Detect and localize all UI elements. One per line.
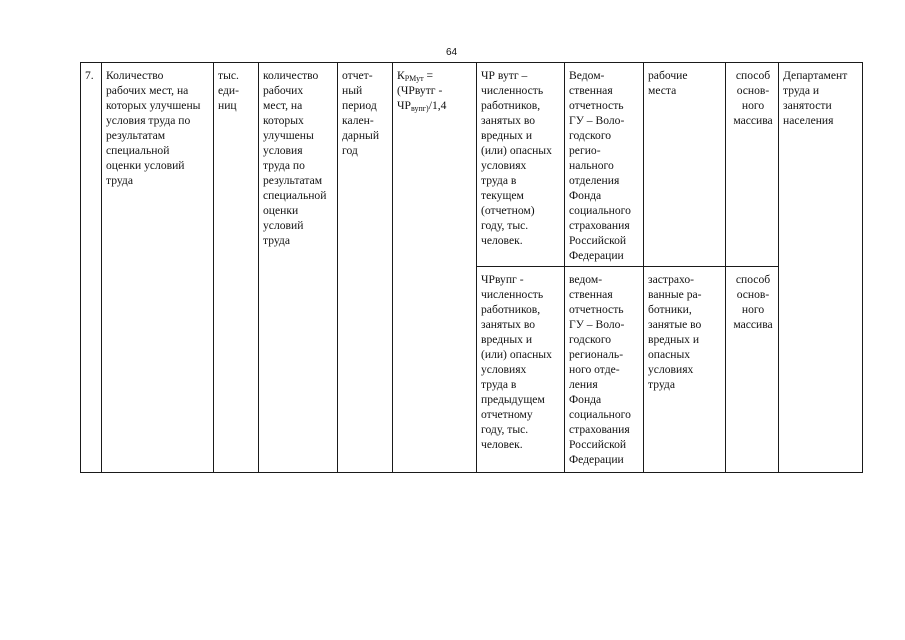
formula-tail: /1,4 <box>428 99 447 112</box>
definition-cell: количество рабочих мест, на которых улучшены условия труда по результатам специальной оценки условий труда <box>259 63 338 473</box>
indicator-name-cell: Количество рабочих мест, на которых улучшены условия труда по результатам специальной оценки условий труда <box>102 63 214 473</box>
formula-line-3 <box>397 98 474 113</box>
component-variable-cell: ЧРвупг - численность работников, занятых во вредных и (или) опасных условиях труда в предыдущем отчетному году, тыс. человек. <box>477 267 565 473</box>
responsible-cell: Департамент труда и занятости населения <box>779 63 863 473</box>
component-variable-cell: ЧР вутг – численность работников, занятых во вредных и (или) опасных условиях труда в текущем (отчетном) году, тыс. человек. <box>477 63 565 267</box>
formula-chr-subscript: вупг) <box>410 104 429 113</box>
component-observation-unit-cell: рабочие места <box>644 63 726 267</box>
component-method-cell: способ основ- ного массива <box>726 267 779 473</box>
page-number: 64 <box>446 47 458 58</box>
formula-k-subscript: РМут <box>404 74 424 83</box>
component-source-cell: ведом- ственная отчетность ГУ – Воло- годского региональ- ного отде- ления Фонда социального страхования Российской Федерации <box>565 267 644 473</box>
formula-k: К <box>397 69 405 82</box>
period-cell: отчет- ный период кален- дарный год <box>338 63 393 473</box>
row-number-cell: 7. <box>81 63 102 473</box>
component-source-cell: Ведом- ственная отчетность ГУ – Воло- годского регио- нального отделения Фонда социального страхования Российской Федерации <box>565 63 644 267</box>
formula-line-1 <box>397 68 474 83</box>
component-method-cell: способ основ- ного массива <box>726 63 779 267</box>
table-row <box>81 63 863 267</box>
formula-line-2: (ЧРвутг - <box>397 84 443 97</box>
indicators-table <box>80 62 863 473</box>
component-observation-unit-cell: застрахо- ванные ра- ботники, занятые во вредных и опасных условиях труда <box>644 267 726 473</box>
formula-cell <box>393 63 477 473</box>
formula-equals: = <box>423 69 434 82</box>
formula-chr: ЧР <box>397 99 411 112</box>
unit-cell: тыс. еди- ниц <box>214 63 259 473</box>
